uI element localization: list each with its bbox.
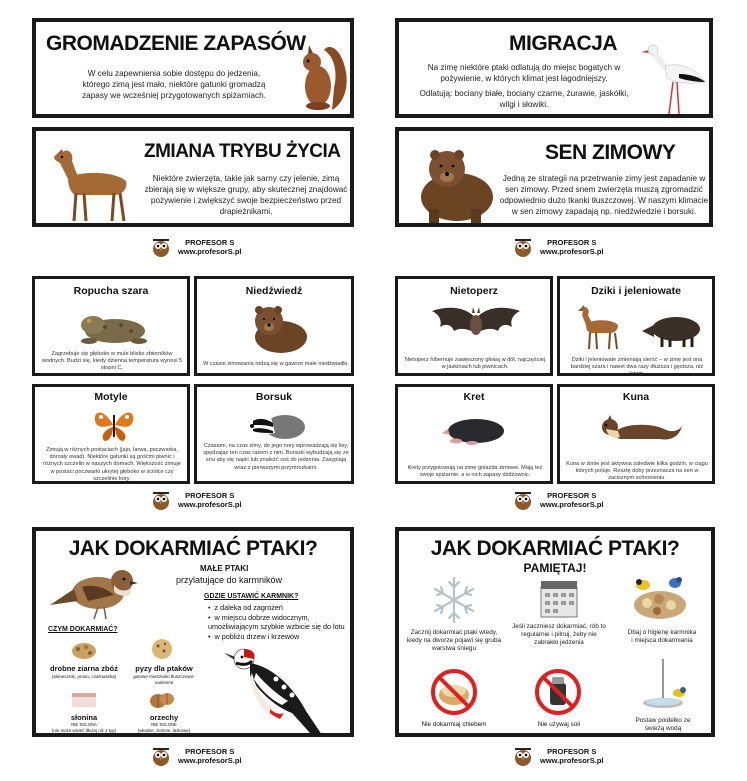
bear-icon — [413, 139, 497, 225]
brand-url: www.profesorS.pl — [540, 500, 604, 509]
card-text: Niektóre zwierzęta, takie jak sarny czy jelenie, zimą zbierają się w większe grupy, aby skutecznej znajdować pożywienie i zwiększyć swoje bezpieczeństwo przed drapieżnikami. — [144, 174, 348, 216]
snowflake-icon — [429, 575, 479, 625]
brand-footer — [150, 745, 241, 767]
toad-icon — [75, 305, 153, 345]
nuts-icon — [148, 689, 176, 711]
what-to-feed-heading: CZYM DOKARMIAĆ? — [48, 626, 118, 633]
food-desc: gotowe mieszanki tłuszczowo-nasienne — [133, 674, 195, 685]
bullet-item: • z daleka od zagrożeń — [208, 603, 350, 613]
sparrow-icon — [48, 559, 140, 621]
tip-regular: Jeśli zaczniesz dokarmiać, rób to regularnie i pilnuj, żeby nie zabrakło jedzenia — [512, 623, 606, 647]
food-name: orzechy — [149, 713, 179, 722]
card-motyle — [32, 384, 190, 484]
where-feeder-heading: GDZIE USTAWIĆ KARMNIK? — [204, 593, 299, 600]
food-desc-2: (włoskie, ziemne, laskowe) — [137, 728, 191, 733]
deer-icon — [44, 137, 140, 225]
card-nietoperz — [395, 276, 553, 376]
card-text: W celu zapewnienia sobie dostępu do jedzenia, którego zimą jest mało, niektóre gatunki gromadzą zapasy we wcześniej przygotowanych spiżarniach. — [82, 69, 266, 100]
owl-logo-icon — [150, 745, 172, 767]
card-text: W czasie zimowania rodzą się w gawrze małe niedźwiadki. — [203, 361, 349, 367]
water-drinker-icon — [635, 655, 691, 713]
card-text: Dziki i jeleniowate zmieniają sierść – w zimę jest ona bardziej szara i nawet dwa razy dłuższa i gęstsza, niż latem. — [570, 357, 704, 376]
butterfly-icon — [91, 407, 137, 443]
food-desc-2: (nie może wisieć dłużej niż 2 tyg) — [51, 728, 117, 733]
lard-icon — [70, 689, 98, 709]
card-text: Zagrzebuje się głęboko w mule blisko zbiorników wodnych. Budzi się, kiedy dzienna temperatura wynosi 5 stopni C. — [41, 351, 183, 372]
brand-name: PROFESOR S — [547, 491, 597, 500]
card-title: Borsuk — [255, 391, 293, 403]
card-text: Zimują w różnych postaciach (jajo, larwa, poczwarka, dorosły owad). Niektóre gatunki są gośćmi piwnic i różnych szczelin w naszych domach. Większość zimuje w postaci poczwarki ukrytej głęboko w ściółce czy szczelinie kory. — [43, 447, 181, 482]
badger-icon — [247, 405, 307, 441]
bird-feeder-icon — [629, 573, 691, 623]
brand-footer — [512, 489, 603, 511]
card-title: JAK DOKARMIAĆ PTAKI? — [68, 537, 318, 560]
card-title: Motyle — [94, 391, 128, 403]
card-title: Kuna — [622, 391, 650, 403]
card-text: Nietoperz hibernuje zawieszony głową w dół, najczęściej w jaskiniach lub piwnicach. — [404, 357, 546, 371]
bear-icon — [245, 301, 309, 355]
card-text-1: Na zimę niektóre ptaki odlatują do miejsc bogatych w pożywienie, w których klimat jest łagodniejszy. — [427, 63, 621, 83]
boar-icon — [640, 313, 704, 349]
owl-logo-icon — [512, 745, 534, 767]
mole-icon — [442, 413, 514, 445]
card-title: Kret — [463, 391, 485, 403]
bullet-item: • w miejscu dobrze widocznym, umożliwiającym szybkie wzbicie się do lotu — [208, 613, 350, 632]
no-salt-label: Nie używaj soli — [537, 721, 581, 728]
brand-footer — [512, 236, 603, 258]
owl-logo-icon — [512, 489, 534, 511]
brand-url: www.profesorS.pl — [178, 500, 242, 509]
brand-url: www.profesorS.pl — [540, 247, 604, 256]
brand-name: PROFESOR S — [547, 238, 597, 247]
brand-name: PROFESOR S — [547, 747, 597, 756]
food-name: słonina — [70, 713, 98, 722]
brand-name: PROFESOR S — [185, 747, 235, 756]
card-text-2: Odlatują: bociany białe, bociany czarne, żurawie, jaskółki, wilgi i słowiki. — [419, 89, 629, 109]
card-title: GROMADZENIE ZAPASÓW — [46, 32, 306, 55]
food-name: pyzy dla ptaków — [135, 664, 193, 673]
card-jak-dokarmiac-1 — [32, 527, 354, 737]
subtitle-feeders: przylatujące do karmników — [176, 575, 283, 585]
card-title: MIGRACJA — [509, 32, 618, 55]
card-jak-dokarmiac-2 — [395, 527, 715, 737]
card-text: Jedną ze strategii na przetrwanie zimy jest zapadanie w sen zimowy. Przed snem zwierzęta muszą zgromadzić odpowiednio dużo tkanki tłuszczowej. W naszym klimacie w sen zimowy zapadają np. niedźwiedzie i borsuki. — [499, 174, 709, 216]
card-borsuk — [194, 384, 354, 484]
brand-name: PROFESOR S — [185, 238, 235, 247]
brand-footer — [150, 236, 241, 258]
food-name: drobne ziarna zbóż — [50, 664, 118, 673]
card-title: SEN ZIMOWY — [545, 141, 676, 164]
card-title: Ropucha szara — [73, 285, 149, 297]
card-text: Krety przygotowują na zimę gniazda zimowe. Mają też swoje spiżarnie, a w nich zapasy dżdżownic. — [407, 465, 543, 479]
brand-url: www.profesorS.pl — [178, 756, 242, 765]
food-desc: NIE SOLONE — [151, 722, 177, 727]
tip-water: Postaw poidełko ze świeżą wodą — [635, 717, 691, 733]
no-salt-icon — [533, 667, 583, 717]
owl-logo-icon — [150, 489, 172, 511]
owl-logo-icon — [512, 236, 534, 258]
tip-hygiene: Dbaj o higienę karmnika i miejsca dokarmiania — [627, 629, 697, 645]
seed-ball-icon — [150, 637, 174, 661]
brand-name: PROFESOR S — [185, 491, 235, 500]
calendar-icon — [537, 577, 581, 621]
card-title: JAK DOKARMIAĆ PTAKI? — [430, 537, 680, 560]
grain-icon — [70, 637, 98, 661]
subtitle-small-birds: MAŁE PTAKI — [200, 564, 249, 573]
card-kuna — [557, 384, 715, 484]
stork-icon — [639, 30, 709, 116]
card-kret — [395, 384, 553, 484]
woodpecker-icon — [222, 643, 330, 737]
bullet-item: • w pobliżu drzew i krzewów — [208, 632, 350, 642]
card-sen-zimowy — [395, 127, 713, 227]
card-text: Kuna w zimie jest aktywna zaledwie kilka godzin, w ciągu których poluje. Resztę doby przeznacza na sen w zacisznym schronieniu. — [566, 461, 708, 482]
card-text: Czasami, na czas zimy, do jego nory wprowadzają się lisy, spędzając ten czas razem z nim. Borsuki wybudzają się ze snu aby się napić lub znaleźć coś do jedzenia. Zasypiają wraz z pierwszymi przymrozkami. — [203, 443, 349, 471]
card-title: Niedźwiedź — [245, 285, 303, 297]
brand-footer — [512, 745, 603, 767]
brand-url: www.profesorS.pl — [540, 756, 604, 765]
where-feeder-list — [208, 603, 350, 641]
marten-icon — [596, 409, 682, 447]
squirrel-icon — [288, 32, 352, 114]
food-desc: NIE SOLONA — [71, 722, 97, 727]
owl-logo-icon — [150, 236, 172, 258]
brand-url: www.profesorS.pl — [178, 247, 242, 256]
bat-icon — [430, 301, 522, 351]
tip-snow: Zacznij dokarmiać ptaki wtedy, kiedy na dworze pojawi się gruba warstwa śniegu — [406, 629, 502, 653]
card-migracja — [395, 18, 713, 118]
card-title: Dziki i jeleniowate — [591, 285, 681, 297]
deer-icon — [572, 301, 624, 351]
card-title: Nietoperz — [450, 285, 498, 297]
card-ropucha-szara — [32, 276, 190, 376]
card-zmiana-trybu-zycia — [32, 127, 354, 227]
card-dziki-i-jeleniowate — [557, 276, 715, 376]
card-gromadzenie-zapasow — [32, 18, 354, 118]
no-bread-icon — [429, 667, 479, 717]
card-niedzwiedz — [194, 276, 354, 376]
brand-footer — [150, 489, 241, 511]
subtitle-remember: PAMIĘTAJ! — [523, 561, 587, 575]
no-bread-label: Nie dokarmiaj chlebem — [421, 721, 487, 728]
food-desc: (słonecznik, proso, czarnuszka) — [51, 674, 117, 679]
card-title: ZMIANA TRYBU ŻYCIA — [144, 141, 341, 162]
